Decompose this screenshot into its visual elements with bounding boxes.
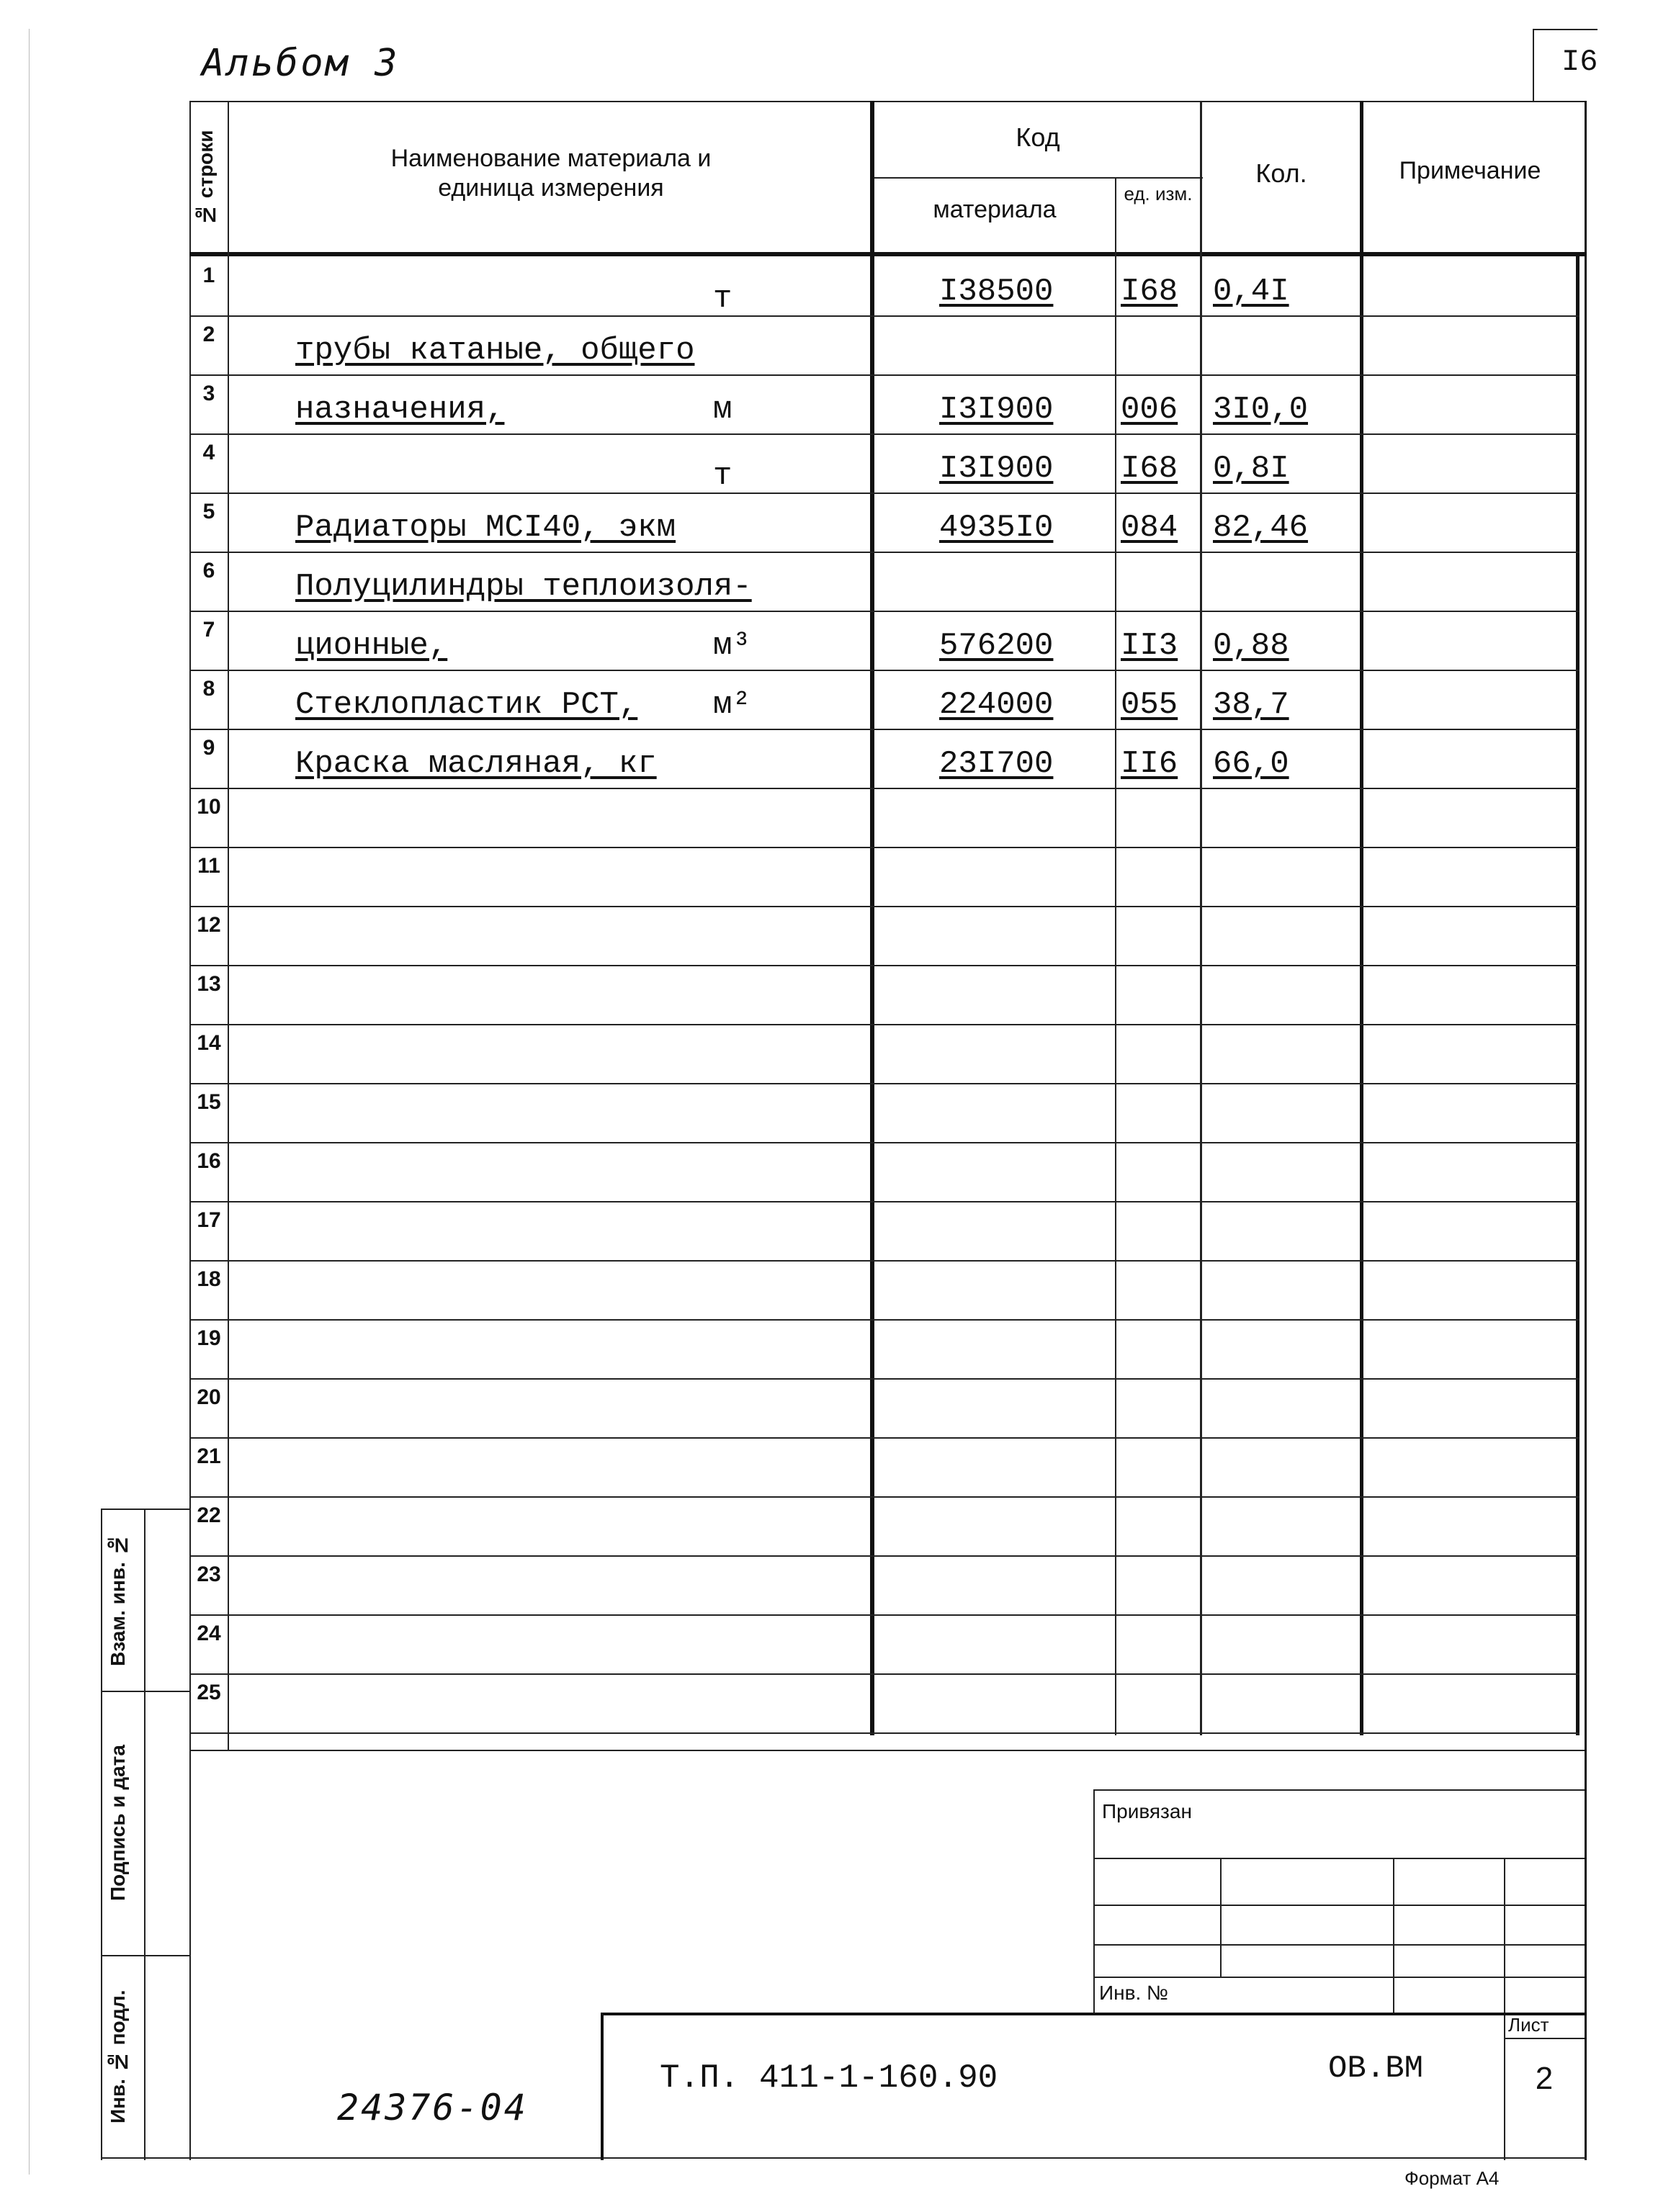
material-header: материала — [933, 196, 1057, 223]
row-number: 9 — [202, 736, 215, 760]
row-separator — [189, 1260, 1579, 1262]
row-separator — [189, 493, 1579, 494]
material-code: I3I900 — [939, 392, 1054, 428]
row-separator — [189, 729, 1579, 730]
row-separator — [189, 552, 1579, 553]
row-separator — [189, 1083, 1579, 1084]
quantity: 0,88 — [1213, 628, 1289, 664]
row-separator — [189, 1555, 1579, 1557]
inventory-handwritten: 24376-04 — [337, 2087, 528, 2128]
material-name: ционные, — [295, 628, 448, 664]
row-number: 14 — [197, 1031, 221, 1055]
row-separator — [189, 965, 1579, 966]
quantity: 82,46 — [1213, 510, 1309, 546]
material-code: 23I700 — [939, 746, 1054, 782]
unit-code: I68 — [1121, 274, 1178, 310]
album-label: Альбом 3 — [202, 42, 400, 85]
page-number: I6 — [1561, 45, 1598, 79]
row-separator — [189, 374, 1579, 376]
qty-header: Кол. — [1255, 158, 1307, 188]
row-number: 22 — [197, 1503, 221, 1527]
document-code: Т.П. 411-1-160.90 — [660, 2059, 998, 2097]
material-name: Краска масляная, кг — [295, 746, 657, 782]
row-separator — [189, 1437, 1579, 1439]
row-number: 7 — [202, 618, 215, 642]
row-number: 10 — [197, 795, 221, 819]
material-name: Стеклопластик РСТ, — [295, 687, 638, 723]
row-separator — [189, 1201, 1579, 1202]
material-name: Радиаторы МСI40, экм — [295, 510, 676, 546]
code-header: Код — [1016, 122, 1060, 152]
row-separator — [189, 1614, 1579, 1616]
row-number: 12 — [197, 913, 221, 937]
row-number: 13 — [197, 972, 221, 996]
row-number: 5 — [202, 500, 215, 523]
row-separator — [189, 433, 1579, 435]
quantity: 38,7 — [1213, 687, 1289, 723]
material-name: трубы катаные, общего — [295, 333, 695, 369]
row-number: 18 — [197, 1267, 221, 1291]
signature-date-label: Подпись и дата — [107, 1745, 129, 1902]
row-separator — [189, 1732, 1579, 1734]
row-number: 17 — [197, 1208, 221, 1232]
sheet-label: Лист — [1508, 2014, 1549, 2036]
document-mark: ОВ.ВМ — [1328, 2051, 1424, 2087]
privyazan-label: Привязан — [1102, 1800, 1192, 1822]
material-code: 576200 — [939, 628, 1054, 664]
row-number: 16 — [197, 1149, 221, 1173]
row-number: 23 — [197, 1563, 221, 1586]
row-separator — [189, 847, 1579, 848]
row-number: 21 — [197, 1444, 221, 1468]
material-code: I38500 — [939, 274, 1054, 310]
row-separator — [189, 906, 1579, 907]
material-name: назначения, — [295, 392, 505, 428]
row-number: 19 — [197, 1326, 221, 1350]
material-unit-label: м² — [713, 687, 751, 723]
quantity: 66,0 — [1213, 746, 1289, 782]
row-separator — [189, 1142, 1579, 1143]
unit-code: 006 — [1121, 392, 1178, 428]
row-number: 3 — [202, 382, 215, 405]
original-inventory-label: Инв. № подл. — [107, 1990, 129, 2123]
material-unit-label: т — [713, 458, 732, 494]
unit-code: 055 — [1121, 687, 1178, 723]
material-unit-label: т — [713, 281, 732, 317]
row-number: 24 — [197, 1622, 221, 1645]
material-code: 224000 — [939, 687, 1054, 723]
row-number: 25 — [197, 1681, 221, 1704]
name-header: Наименование материала и единица измерения — [390, 145, 712, 202]
unit-code: I68 — [1121, 451, 1178, 487]
row-number: 2 — [202, 323, 215, 346]
row-separator — [189, 1673, 1579, 1675]
quantity: 0,8I — [1213, 451, 1289, 487]
unit-header: ед. изм. — [1124, 183, 1193, 204]
unit-code: II3 — [1121, 628, 1178, 664]
row-number: 20 — [197, 1385, 221, 1409]
inventory-no-label: Инв. № — [1099, 1982, 1169, 2004]
material-unit-label: м — [713, 392, 732, 428]
row-separator — [189, 1024, 1579, 1025]
quantity: 3I0,0 — [1213, 392, 1309, 428]
row-number: 8 — [202, 677, 215, 701]
row-number: 6 — [202, 559, 215, 583]
row-separator — [189, 1496, 1579, 1498]
material-code: 4935I0 — [939, 510, 1054, 546]
format-label: Формат А4 — [1404, 2167, 1500, 2189]
sheet-number: 2 — [1535, 2061, 1554, 2096]
row-separator — [189, 611, 1579, 612]
note-header: Примечание — [1399, 157, 1541, 184]
unit-code: 084 — [1121, 510, 1178, 546]
row-separator — [189, 1378, 1579, 1380]
row-separator — [189, 315, 1579, 317]
row-separator — [189, 1319, 1579, 1321]
row-number: 11 — [197, 854, 220, 878]
quantity: 0,4I — [1213, 274, 1289, 310]
row-number: 15 — [197, 1090, 221, 1114]
replacement-inventory-label: Взам. инв. № — [107, 1534, 129, 1667]
row-number: 4 — [202, 441, 215, 464]
material-unit-label: м³ — [713, 628, 751, 664]
material-name: Полуцилиндры теплоизоля- — [295, 569, 752, 605]
row-number: 1 — [202, 264, 215, 287]
material-code: I3I900 — [939, 451, 1054, 487]
row-separator — [189, 788, 1579, 789]
row-separator — [189, 670, 1579, 671]
row-number-header: № строки — [194, 130, 217, 226]
unit-code: II6 — [1121, 746, 1178, 782]
